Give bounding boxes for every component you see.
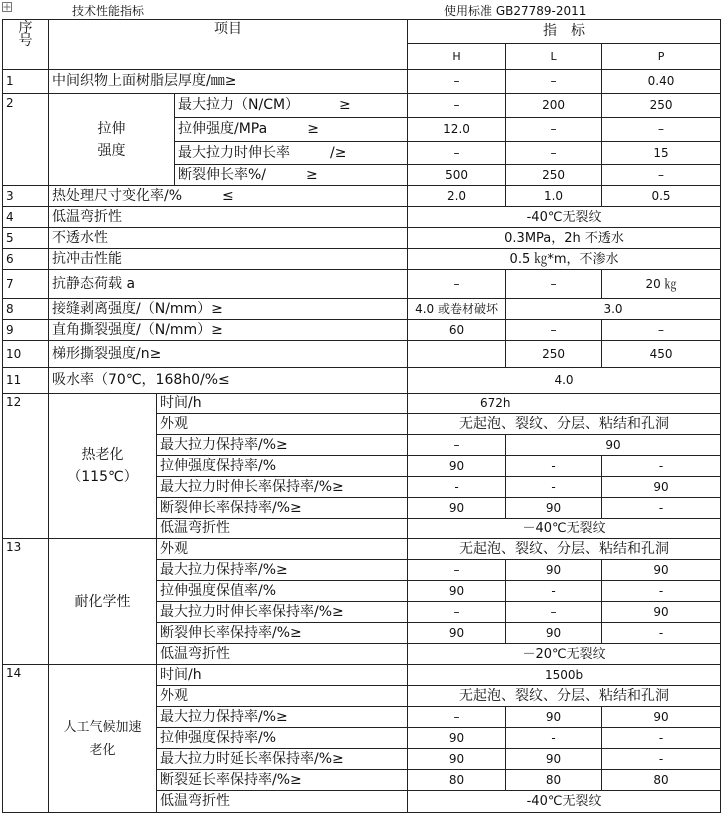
table-row: 14 人工气候加速 老化 时间/h 1500b — [3, 665, 721, 686]
spec-table — [2, 19, 721, 813]
sub-label: 时间/h — [157, 665, 408, 686]
row-label: 不透水性 — [49, 228, 408, 249]
header-row — [3, 20, 721, 44]
row-number: 10 — [3, 341, 49, 368]
sub-label: 外观 — [157, 686, 408, 707]
seq-header: 序 号 — [3, 20, 49, 70]
row-label: 抗冲击性能 — [49, 249, 408, 270]
sub-label: 最大拉力时伸长率保持率/%≥ — [157, 602, 408, 623]
row-label: 吸水率（70℃，168h0/%≤ — [49, 368, 408, 394]
row-number: 4 — [3, 207, 49, 228]
sub-label: 断裂延长率保持率/%≥ — [157, 770, 408, 791]
table-row — [3, 249, 721, 270]
sub-label: 低温弯折性 — [157, 519, 408, 539]
row-number: 9 — [3, 320, 49, 341]
sub-label: 最大拉力时伸长率 /≥ — [175, 142, 408, 165]
row-label: 直角撕裂强度/（N/mm）≥ — [49, 320, 408, 341]
table-row: 最大拉力时伸长率保持率/%≥ - - 90 — [3, 477, 721, 498]
sub-label: 外观 — [157, 539, 408, 560]
row-number: 7 — [3, 270, 49, 299]
table-row: 3 热处理尺寸变化率/% ≤ 2.0 1.0 0.5 — [3, 186, 721, 207]
table-row: 最大拉力时延长率保持率/%≥ 90 90 - — [3, 749, 721, 770]
row-number: 14 — [3, 665, 49, 813]
sub-label: 最大拉力时伸长率保持率/%≥ — [157, 477, 408, 498]
group-label: 人工气候加速 老化 — [49, 665, 157, 813]
sub-label: 拉伸强度保持率/% — [157, 456, 408, 477]
sub-label: 拉伸强度保持率/% — [157, 728, 408, 749]
sub-label: 断裂伸长率%/ ≥ — [175, 165, 408, 186]
group-label: 拉伸 强度 — [49, 94, 175, 186]
table-row: 低温弯折性 －20℃无裂纹 — [3, 644, 721, 665]
table-row: 低温弯折性 －40℃无裂纹 — [3, 519, 721, 539]
table-row — [3, 207, 721, 228]
table-row: 拉伸强度保持率/% 90 - - — [3, 728, 721, 749]
sub-label: 外观 — [157, 414, 408, 435]
row-value: -40℃无裂纹 — [408, 207, 721, 228]
row-number: 5 — [3, 228, 49, 249]
table-row: 10 梯形撕裂强度/n≥ 250 450 — [3, 341, 721, 368]
sub-label: 拉伸强度保值率/% — [157, 581, 408, 602]
table-row — [3, 368, 721, 394]
table-row: 最大拉力保持率/%≥ – 90 — [3, 435, 721, 456]
row-label: 热处理尺寸变化率/% ≤ — [49, 186, 408, 207]
sub-label: 断裂伸长率保持率/%≥ — [157, 498, 408, 519]
item-header: 项目 — [49, 20, 408, 70]
row-number: 1 — [3, 70, 49, 94]
caption-title: 技术性能指标 — [72, 4, 145, 18]
row-label: 抗静态荷载 a — [49, 270, 408, 299]
table-row: 最大拉力保持率/%≥ – 90 90 — [3, 707, 721, 728]
table-row: 拉伸强度保持率/% 90 - - — [3, 456, 721, 477]
row-value: 0.3MPa，2h 不透水 — [408, 228, 721, 249]
row-value: 0.5 ㎏*m，不渗水 — [408, 249, 721, 270]
move-handle-icon[interactable] — [2, 2, 12, 12]
sub-label: 最大拉力（N/CM） ≥ — [175, 94, 408, 118]
table-row: 13 耐化学性 外观 无起泡、裂纹、分层、粘结和孔洞 — [3, 539, 721, 560]
row-number: 13 — [3, 539, 49, 665]
sub-label: 最大拉力保持率/%≥ — [157, 435, 408, 456]
row-label: 中间织物上面树脂层厚度/㎜≥ — [49, 70, 408, 94]
table-row — [3, 228, 721, 249]
table-row: 断裂伸长率保持率/%≥ 90 90 - — [3, 623, 721, 644]
table-row: 断裂伸长率%/ ≥ 500 250 – — [3, 165, 721, 186]
sub-label: 低温弯折性 — [157, 644, 408, 665]
table-caption — [0, 0, 724, 19]
type-h: H — [408, 44, 506, 70]
table-row: 2 拉伸 强度 最大拉力（N/CM） ≥ – 200 250 — [3, 94, 721, 118]
sub-label: 最大拉力保持率/%≥ — [157, 560, 408, 581]
table-row: 外观 无起泡、裂纹、分层、粘结和孔洞 — [3, 686, 721, 707]
row-number: 12 — [3, 394, 49, 539]
sub-label: 最大拉力保持率/%≥ — [157, 707, 408, 728]
table-row: 7 抗静态荷载 a – – 20 ㎏ — [3, 270, 721, 299]
type-l: L — [506, 44, 602, 70]
table-row: 最大拉力时伸长率保持率/%≥ – – 90 — [3, 602, 721, 623]
table-row: 拉伸强度/MPa ≥ 12.0 – – — [3, 118, 721, 142]
table-row: 拉伸强度保值率/% 90 - - — [3, 581, 721, 602]
sub-label: 拉伸强度/MPa ≥ — [175, 118, 408, 142]
row-label: 低温弯折性 — [49, 207, 408, 228]
row-number: 2 — [3, 94, 49, 186]
row-number: 8 — [3, 299, 49, 320]
sub-label: 最大拉力时延长率保持率/%≥ — [157, 749, 408, 770]
table-row: 外观 无起泡、裂纹、分层、粘结和孔洞 — [3, 414, 721, 435]
type-p: P — [602, 44, 721, 70]
table-row: 断裂延长率保持率/%≥ 80 80 80 — [3, 770, 721, 791]
table-row: 低温弯折性 -40℃无裂纹 — [3, 791, 721, 813]
table-row: 最大拉力保持率/%≥ – 90 90 — [3, 560, 721, 581]
row-number: 6 — [3, 249, 49, 270]
table-row: 8 接缝剥离强度/（N/mm）≥ 4.0 或卷材破坏 3.0 — [3, 299, 721, 320]
index-header: 指 标 — [408, 20, 721, 44]
row-number: 11 — [3, 368, 49, 394]
row-label: 梯形撕裂强度/n≥ — [49, 341, 408, 368]
table-row: 1 中间织物上面树脂层厚度/㎜≥ – – 0.40 — [3, 70, 721, 94]
row-value: 4.0 — [408, 368, 721, 394]
group-label: 耐化学性 — [49, 539, 157, 665]
table-row: 断裂伸长率保持率/%≥ 90 90 - — [3, 498, 721, 519]
sub-label: 时间/h — [157, 394, 408, 414]
group-label: 热老化 （115℃） — [49, 394, 157, 539]
row-number: 3 — [3, 186, 49, 207]
sub-label: 断裂伸长率保持率/%≥ — [157, 623, 408, 644]
sub-label: 低温弯折性 — [157, 791, 408, 813]
table-row: 12 热老化 （115℃） 时间/h 672h — [3, 394, 721, 414]
row-label: 接缝剥离强度/（N/mm）≥ — [49, 299, 408, 320]
caption-standard: 使用标准 GB27789-2011 — [444, 4, 587, 18]
table-row: 9 直角撕裂强度/（N/mm）≥ 60 – – — [3, 320, 721, 341]
table-row: 最大拉力时伸长率 /≥ – – 15 — [3, 142, 721, 165]
